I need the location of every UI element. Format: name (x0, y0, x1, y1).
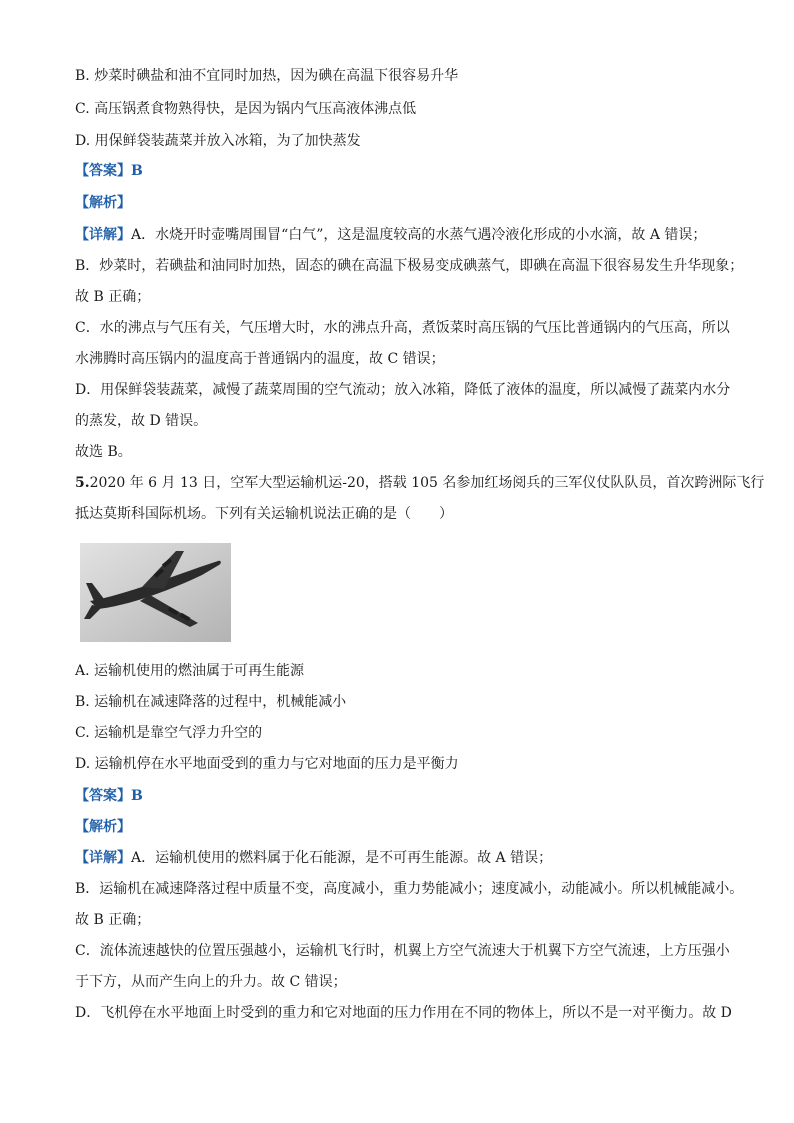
q4-detail-d1: D．用保鲜袋装蔬菜，减慢了蔬菜周围的空气流动；放入冰箱，降低了液体的温度，所以减慢了蔬菜内水分 (75, 382, 731, 398)
q4-option-d: D. 用保鲜袋装蔬菜并放入冰箱，为了加快蒸发 (75, 133, 361, 149)
q5-stem-line2: 抵达莫斯科国际机场。下列有关运输机说法正确的是（ ） (75, 506, 453, 522)
q4-detail-b2: 故 B 正确； (75, 289, 151, 305)
q4-answer-value: B (131, 163, 143, 179)
q5-detail-b1: B．运输机在减速降落过程中质量不变，高度减小，重力势能减小；速度减小，动能减小。所以机械能减小。 (75, 881, 744, 897)
q5-detail-c2: 于下方，从而产生向上的升力。故 C 错误； (75, 974, 347, 990)
q4-conclusion: 故选 B。 (75, 444, 132, 460)
q5-stem-line1: 5.2020 年 6 月 13 日，空军大型运输机运-20，搭载 105 名参加红场阅兵的三军仪仗队队员，首次跨洲际飞行 (75, 475, 765, 491)
q4-detail-a: 【详解】A．水烧开时壶嘴周围冒“白气”，这是温度较高的水蒸气遇冷液化形成的小水滴，故 A 错误； (75, 227, 707, 243)
q4-option-b: B. 炒菜时碘盐和油不宜同时加热，因为碘在高温下很容易升华 (75, 68, 459, 84)
q5-number: 5. (75, 475, 90, 491)
q5-answer-label: 【答案】 (75, 788, 131, 804)
q4-detail-b1: B．炒菜时，若碘盐和油同时加热，固态的碘在高温下极易变成碘蒸气，即碘在高温下很容易发生升华现象； (75, 258, 744, 274)
q5-answer (75, 786, 725, 806)
q4-detail-d2: 的蒸发，故 D 错误。 (75, 413, 208, 429)
q4-option-c: C. 高压锅煮食物熟得快，是因为锅内气压高液体沸点低 (75, 101, 417, 117)
q5-option-a: A. 运输机使用的燃油属于可再生能源 (75, 663, 305, 679)
q4-answer (75, 161, 725, 181)
q5-option-d: D. 运输机停在水平地面受到的重力与它对地面的压力是平衡力 (75, 756, 459, 772)
plane-icon (80, 543, 231, 642)
q4-answer-label: 【答案】 (75, 163, 131, 179)
q5-answer-value: B (131, 788, 143, 804)
q5-detail-d1: D．飞机停在水平地面上时受到的重力和它对地面的压力作用在不同的物体上，所以不是一对平衡力。故 D (75, 1005, 732, 1021)
q4-detail-c1: C．水的沸点与气压有关，气压增大时，水的沸点升高，煮饭菜时高压锅的气压比普通锅内的气压高，所以 (75, 320, 730, 336)
transport-plane-photo (80, 543, 231, 642)
q5-option-c: C. 运输机是靠空气浮力升空的 (75, 725, 263, 741)
q5-analysis-label: 【解析】 (75, 819, 131, 835)
q5-detail-label: 【详解】 (75, 850, 131, 866)
q5-detail-c1: C．流体流速越快的位置压强越小，运输机飞行时，机翼上方空气流速大于机翼下方空气流速，上方压强小 (75, 943, 730, 959)
q4-analysis-label: 【解析】 (75, 195, 131, 211)
q5-detail-a: 【详解】A．运输机使用的燃料属于化石能源，是不可再生能源。故 A 错误； (75, 850, 553, 866)
q5-detail-b2: 故 B 正确； (75, 912, 151, 928)
q4-detail-label: 【详解】 (75, 227, 131, 243)
q5-option-b: B. 运输机在减速降落的过程中，机械能减小 (75, 694, 347, 710)
q4-detail-c2: 水沸腾时高压锅内的温度高于普通锅内的温度，故 C 错误； (75, 351, 445, 367)
